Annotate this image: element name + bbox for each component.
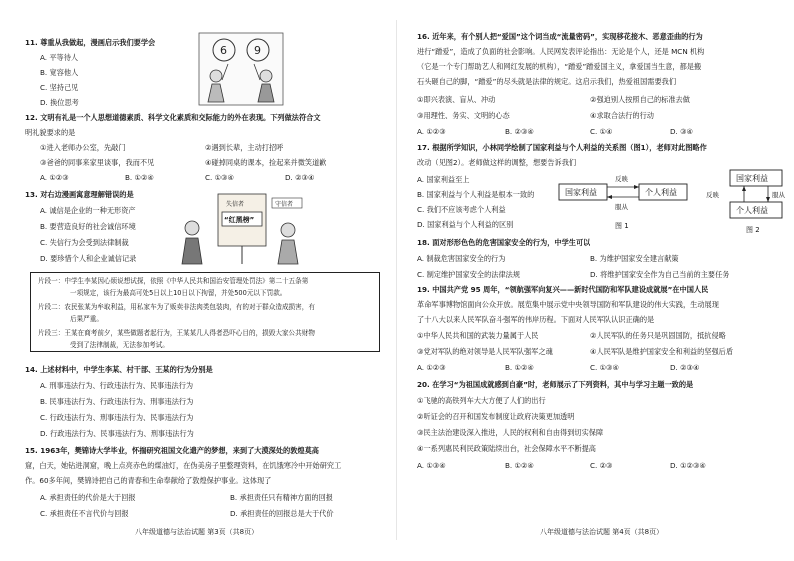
- q11-option-c: C. 坚持己见: [40, 83, 79, 92]
- q16-item-2: ②强迫别人按照自己的标准去做: [590, 95, 690, 104]
- q13-option-b: B. 要营造良好的社会诚信环境: [40, 222, 136, 231]
- q17-line-1: 17. 根据所学知识，小林同学绘制了国家利益与个人利益的关系图（图1），老师对此图略作: [417, 143, 707, 152]
- left-page: [0, 0, 392, 561]
- q19-line-2: 革命军事博物馆面向公众开放。展览集中展示党中央领导国防和军队建设的伟大实践，生动展现: [417, 300, 719, 309]
- left-page-footer: 八年级道德与法治试题 第3页（共8页）: [135, 528, 259, 536]
- q19-option-d: D. ②③④: [670, 363, 700, 372]
- q15-option-d: D. 承担责任的回报总是大于代价: [230, 509, 334, 518]
- q19-option-b: B. ①②④: [505, 363, 534, 372]
- material-line-3: 片段二：农民张某为牟取利益，用私家车为了贩卖非法肉类包装肉，有的对于群众造成损害，有: [38, 303, 315, 311]
- material-line-5: 片段三：王某在商考前夕，某些做题者起行为，王某某几人得者恐吓心目的，损毁大家公共财物: [38, 329, 315, 337]
- q20-stem: 20. 在学习“为祖国成就感到自豪”时，老师展示了下列资料，其中与学习主题一致的是: [417, 380, 694, 389]
- q15-line-3: 作。60多年间，樊锦诗把自己的青春和生命奉献给了敦煌保护事业。这体现了: [25, 476, 272, 485]
- q16-line-1: 16. 近年来，有个别人把“爱国”这个词当成“流量密码”，实现移花接木、恶意歪曲的行为: [417, 32, 703, 41]
- q12-item-2: ②遇到长辈，主动打招呼: [205, 143, 284, 152]
- q16-line-4: 石头砸自己的脚，“蹭爱”的尽头就是法律的规定。这启示我们，热爱祖国需要我们: [417, 77, 677, 86]
- q16-item-4: ④求取合法行的行动: [590, 111, 654, 120]
- cartoon-banner-right: 守信者: [275, 201, 294, 208]
- q15-option-c: C. 承担责任不言代价与回报: [40, 509, 129, 518]
- fig2-national-interest: 国家利益: [736, 174, 768, 183]
- q13-stem: 13. 对右边漫画寓意理解错误的是: [25, 190, 134, 199]
- q19-line-3: 了十八大以来人民军队奋斗强军的伟岸历程。下面对人民军队认识正确的是: [417, 315, 655, 324]
- q20-option-b: B. ①②④: [505, 461, 534, 470]
- fig1-label-obey: 服从: [615, 203, 628, 211]
- q11-option-a: A. 平等待人: [40, 53, 79, 62]
- material-line-6: 受到了法律制裁，无法参加考试。: [70, 341, 169, 349]
- q12-option-a: A. ①②③: [40, 173, 69, 182]
- q14-option-a: A. 刑事违法行为、行政违法行为、民事违法行为: [40, 381, 194, 390]
- q16-option-c: C. ①④: [590, 127, 613, 136]
- right-page-footer: 八年级道德与法治试题 第4页（共8页）: [540, 528, 664, 536]
- q12-item-3: ③爸爸的同事来家里谈事，我而不见: [40, 158, 155, 167]
- q15-line-2: 窟，白天，她钻进洞窟，晚上点亮赤色的煤油灯，在伪美房子里整理资料，在饥饿寒冷中开始研究工: [25, 461, 342, 470]
- q16-option-d: D. ③④: [670, 127, 693, 136]
- q14-option-d: D. 行政违法行为、民事违法行为、刑事违法行为: [40, 429, 194, 438]
- q19-option-c: C. ①③④: [590, 363, 619, 372]
- q12-stem-line2: 明礼貌要求的是: [25, 128, 76, 137]
- material-line-2: 一项规定，该行为最高可处5日以上10日以下拘留，并处500元以下罚款。: [70, 289, 287, 297]
- q19-item-2: ②人民军队的任务只是巩固国防，抵抗侵略: [590, 331, 726, 340]
- q13-option-a: A. 诚信是企业的一种无形资产: [40, 206, 136, 215]
- q20-item-2: ②听证会的召开和国发布制度让政府决策更加透明: [417, 412, 575, 421]
- q18-option-d: D. 将维护国家安全作为自己当前的主要任务: [590, 270, 730, 279]
- cartoon-banner-left: 失信者: [226, 201, 245, 208]
- q16-item-3: ③用理性、务实、文明的心态: [417, 111, 510, 120]
- q16-line-2: 进行“蹭爱”，造成了负面的社会影响。人民网发表评论指出：无论是个人，还是 MCN 机构: [417, 47, 705, 56]
- material-line-4: 后果严重。: [70, 315, 103, 323]
- fig1-national-interest: 国家利益: [565, 188, 597, 197]
- cartoon-red-black-list: “红黑榜”: [224, 216, 255, 224]
- q16-item-1: ①即兴表演、盲从、冲动: [417, 95, 496, 104]
- q16-option-b: B. ②③④: [505, 127, 534, 136]
- q11-cartoon-image: [198, 32, 284, 106]
- material-line-1: 片段一：中学生李某因心烦说想试探，依照《中华人民共和国治安管理处罚法》第二十五条第: [38, 277, 309, 285]
- q20-item-3: ③民主法治建设深入推进，人民的权利和自由得到切实保障: [417, 428, 604, 437]
- q17-line-2: 改动（见图2）。老师做这样的调整，想要告诉我们: [417, 158, 577, 167]
- q20-option-c: C. ②③: [590, 461, 613, 470]
- q12-item-1: ①进入老师办公室，先敲门: [40, 143, 126, 152]
- q17-figure-1: [555, 170, 693, 232]
- q12-option-c: C. ①③④: [205, 173, 234, 182]
- fig2-caption: 图 2: [746, 226, 760, 234]
- q18-option-b: B. 为维护国家安全建言献策: [590, 254, 679, 263]
- q18-option-c: C. 制定维护国家安全的法律法规: [417, 270, 521, 279]
- q17-figure-2: [700, 168, 792, 236]
- q19-item-3: ③党对军队的绝对领导是人民军队强军之魂: [417, 347, 553, 356]
- q11-option-d: D. 换位思考: [40, 98, 79, 107]
- q15-line-1: 15. 1963年，樊锦诗大学毕业，怀揣研究祖国文化遗产的梦想，来到了大漠深处的敦煌莫高: [25, 446, 319, 455]
- q11-stem: 11. 尊重从我做起，漫画启示我们要学会: [25, 38, 156, 47]
- q13-option-c: C. 失信行为会受到法律制裁: [40, 238, 129, 247]
- q18-option-a: A. 制裁危害国家安全的行为: [417, 254, 506, 263]
- q16-option-a: A. ①②③: [417, 127, 446, 136]
- q14-option-b: B. 民事违法行为、行政违法行为、刑事违法行为: [40, 397, 194, 406]
- q16-line-3: （它是一个专门帮助艺人和网红发展的机构），“蹭爱”蹭爱国主义，拿爱国当生意，都是搬: [417, 62, 702, 71]
- cartoon-digit-left: 6: [220, 44, 227, 57]
- q15-option-a: A. 承担责任的代价是大于回报: [40, 493, 136, 502]
- q19-item-4: ④人民军队是维护国家安全和利益的坚强后盾: [590, 347, 734, 356]
- q11-option-b: B. 宽容他人: [40, 68, 79, 77]
- page-divider: [396, 20, 397, 540]
- q17-option-a: A. 国家利益至上: [417, 175, 470, 184]
- q17-option-c: C. 我们不应该考虑个人利益: [417, 205, 506, 214]
- q12-stem-line1: 12. 文明有礼是一个人思想道德素质、科学文化素质和交际能力的外在表现。下列做法符合文: [25, 113, 321, 122]
- fig2-label-obey: 服从: [772, 191, 785, 199]
- q20-item-1: ①飞驰的高铁列车大大方便了人们的出行: [417, 396, 546, 405]
- fig1-personal-interest: 个人利益: [645, 188, 677, 197]
- q17-option-b: B. 国家利益与个人利益是根本一致的: [417, 190, 535, 199]
- q20-item-4: ④一系列惠民利民政策陆续出台，社会保障水平不断提高: [417, 444, 596, 453]
- q14-option-c: C. 行政违法行为、刑事违法行为、民事违法行为: [40, 413, 194, 422]
- fig2-personal-interest: 个人利益: [736, 206, 768, 215]
- q18-stem: 18. 面对形形色色的危害国家安全的行为，中学生可以: [417, 238, 591, 247]
- q13-option-d: D. 要珍惜个人和企业诚信记录: [40, 254, 137, 263]
- q19-item-1: ①中华人民共和国的武装力量属于人民: [417, 331, 539, 340]
- fig2-label-reflect: 反映: [706, 191, 719, 199]
- q13-cartoon-image: [172, 188, 310, 268]
- q19-line-1: 19. 中国共产党 95 周年，“领航强军向复兴——新时代国防和军队建设成就展”在中国人民: [417, 285, 709, 294]
- right-page: [400, 0, 794, 561]
- q19-option-a: A. ①②③: [417, 363, 446, 372]
- q12-item-4: ④碰掉同桌的课本，捡起来并微笑道歉: [205, 158, 327, 167]
- q12-option-d: D. ②③④: [285, 173, 315, 182]
- fig1-label-reflect: 反映: [615, 175, 628, 183]
- cartoon-digit-right: 9: [254, 44, 261, 57]
- q17-option-d: D. 国家利益与个人利益的区别: [417, 220, 514, 229]
- q15-option-b: B. 承担责任只有精神方面的回报: [230, 493, 333, 502]
- q14-stem: 14. 上述材料中，中学生李某、村干部、王某的行为分别是: [25, 365, 213, 374]
- fig1-caption: 图 1: [615, 222, 629, 230]
- q20-option-a: A. ①③④: [417, 461, 446, 470]
- q20-option-d: D. ①②③④: [670, 461, 706, 470]
- q12-option-b: B. ①②④: [125, 173, 154, 182]
